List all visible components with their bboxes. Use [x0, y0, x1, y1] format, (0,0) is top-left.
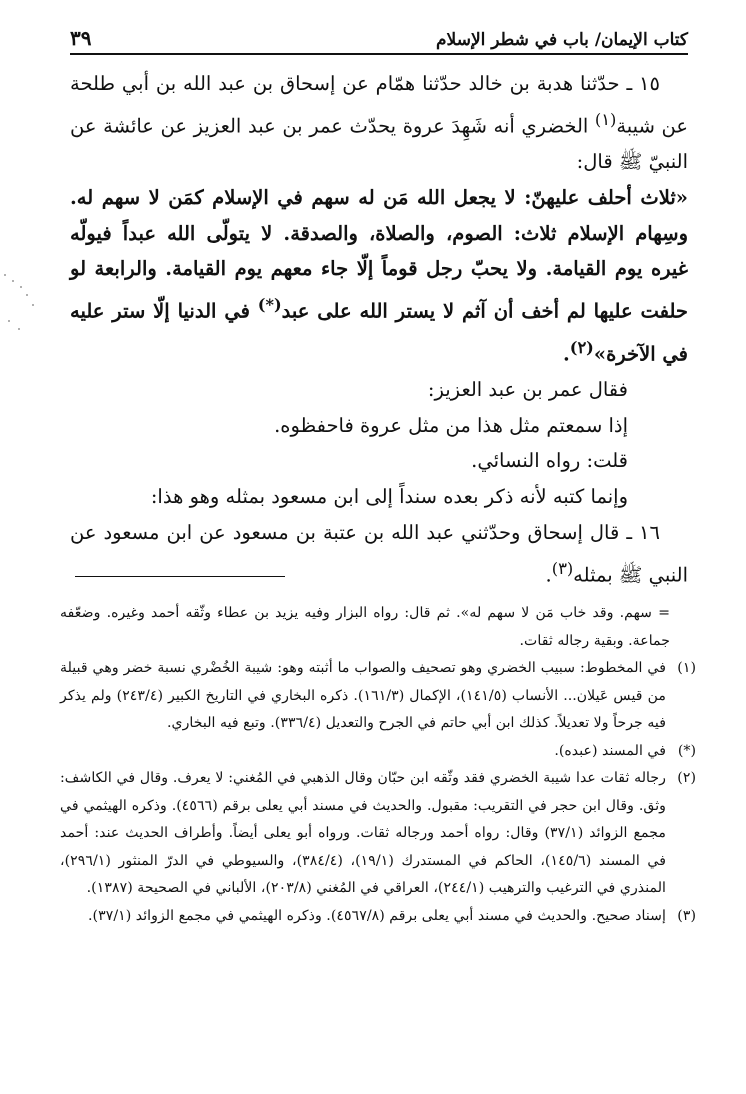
footnote-continuation: = سهم. وقد خاب مَن لا سهم له». ثم قال: رواه البزار وفيه يزيد بن عطاء وثّقه أحمد وغيره. وضعّفه جماعة. وبقية رجاله ثقات. — [60, 605, 670, 649]
footnote-1-text: في المخطوط: سبيب الخضري وهو تصحيف والصواب ما أثبته وهو: شيبة الخُضْري نسبة خضر وهي قبيلة من قيس عَيلان... الأنساب (١٤١/٥)، الإكمال (١٦١/٣). ذكره البخاري في التاريخ الكبير (٢٤٣/٤) ولم يذكر فيه جرحاً ولا تعديلاً. كذلك ابن أبي حاتم في الجرح والتعديل (٣٣٦/٤). وتبع فيه البخاري. — [60, 660, 666, 731]
footnote-3-text: إسناد صحيح. والحديث في مسند أبي يعلى برقم (٤٥٦٧/٨). وذكره الهيثمي في مجمع الزوائد (٣٧/١). — [88, 907, 666, 924]
main-text — [70, 66, 688, 593]
footnote-ref-2: (٢) — [569, 337, 594, 357]
umar-quote: إذا سمعتم مثل هذا من مثل عروة فاحفظوه. — [274, 413, 628, 437]
footnote-ref-3: (٣) — [551, 558, 574, 578]
page-number: ٣٩ — [70, 26, 92, 50]
hadith-15-intro-cont: الخضري أنه شَهِدَ عروة يحدّث عمر بن عبد العزيز عن عائشة عن النبيّ ﷺ قال: — [70, 114, 688, 174]
scan-margin-marks — [0, 270, 40, 350]
hadith-15-matn-end: في الدنيا إلّا ستر عليه في الآخرة» — [70, 299, 688, 366]
footnote-star-text: في المسند (عبده). — [554, 742, 666, 759]
footnote-2-marker: (٢) — [677, 770, 696, 786]
footnotes — [60, 600, 696, 930]
hadith-15-matn: «ثلاث أحلف عليهنّ: لا يجعل الله مَن له سهم في الإسلام كمَن لا سهم له. وسِهام الإسلام ثلاث: الصوم، والصلاة، والصدقة. لا يتولّى الله عبداً فيولّه غيره يوم القيامة. ولا يحبّ رجل قوماً إلّا جاء معهم يوم القيامة. والرابعة لو حلفت عليها لم أخف أن آثم لا يستر الله على عبد(*) في الدنيا إلّا ستر عليه في الآخرة»$^{(٢)}$. — [70, 185, 688, 366]
footnote-star — [60, 738, 696, 766]
footnote-divider — [75, 576, 285, 577]
hadith-16-end: . — [545, 563, 552, 587]
running-head — [70, 20, 688, 55]
author-comment: قلت: رواه النسائي. — [471, 449, 628, 473]
footnote-1 — [60, 655, 696, 738]
umar-quote-intro: فقال عمر بن عبد العزيز: — [427, 377, 628, 401]
chapter-title: كتاب الإيمان/ باب في شطر الإسلام — [436, 30, 688, 50]
footnote-1-marker: (١) — [677, 660, 696, 676]
author-explanation: وإنما كتبه لأنه ذكر بعده سنداً إلى ابن مسعود بمثله وهو هذا: — [150, 485, 628, 509]
hadith-15-intro: ١٥ ـ حدّثنا هدبة بن خالد حدّثنا همّام عن إسحاق بن عبد الله بن أبي طلحة عن شيبة — [70, 72, 688, 138]
footnote-3-marker: (٣) — [677, 907, 696, 924]
hadith-16-text: ١٦ ـ قال إسحاق وحدّثني عبد الله بن عتبة بن مسعود عن ابن مسعود عن النبي ﷺ بمثله — [70, 521, 688, 587]
hadith-15-isnad — [70, 66, 688, 180]
footnote-ref-1: (١) — [594, 109, 617, 129]
footnote-3 — [60, 903, 696, 931]
hadith-16 — [70, 515, 688, 593]
footnote-star-marker: (*) — [677, 742, 696, 759]
star-ref: (*) — [257, 295, 282, 315]
hadith-15-matn-text: «ثلاث أحلف عليهنّ: لا يجعل الله مَن له سهم في الإسلام كمَن لا سهم له. وسِهام الإسلام ثلاث: الصوم، والصلاة، والصدقة. لا يتولّى الله عبداً فيولّه غيره يوم القيامة. ولا يحبّ رجل قوماً إلّا جاء معهم يوم القيامة. والرابعة لو حلفت عليها لم أخف أن آثم لا يستر الله على عبد — [70, 185, 688, 323]
footnote-2-text: رجاله ثقات عدا شيبة الخضري فقد وثّقه ابن حبّان وقال الذهبي في المُغني: لا يعرف. وقال في الكاشف: وثق. وقال ابن حجر في التقريب: مقبول. والحديث في مسند أبي يعلى برقم (٤٥٦٦). وذكره الهيثمي في مجمع الزوائد (٣٧/١) وقال: رواه أحمد ورجاله ثقات. ورواه أبو يعلى أيضاً. وأطراف الحديث عند: أحمد في المسند (١٤٥/٦)، الحاكم في المستدرك (١٩/١)، (٣٨٤/٤)، والسيوطي في الدرّ المنثور (٢٩٦/١)، المنذري في الترغيب والترهيب (٢٤٤/١)، العراقي في المُغني (٢٠٣/٨)، الألباني في الصحيحة (١٣٨٧). — [60, 770, 667, 896]
footnote-2 — [60, 765, 696, 903]
